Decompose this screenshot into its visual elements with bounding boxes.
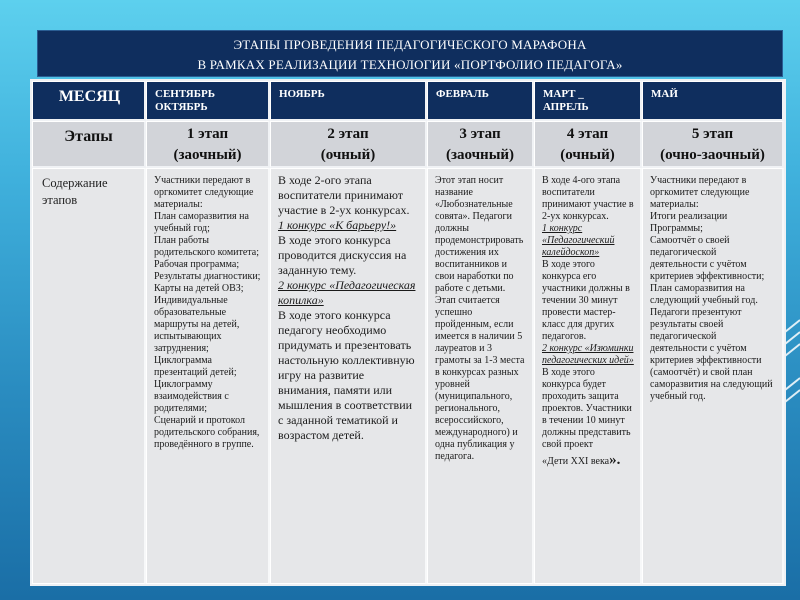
content-text: В ходе 4-ого этапа воспитатели принимают участие в 2-ух конкурсах. (542, 175, 634, 222)
month-label: МЕСЯЦ (58, 88, 121, 105)
month-text: НОЯБРЬ (279, 88, 325, 100)
content-cell-1 (146, 168, 270, 584)
stage-label: Этапы (64, 128, 113, 145)
content-text: Участники передают в оргкомитет следующие материалы: (154, 175, 254, 210)
marathon-stages-table (30, 79, 786, 586)
content-text: В ходе этого конкурса его участники должны в течении 30 минут провести мастер-класс для других педагогов. (542, 259, 630, 342)
content-text: В ходе этого конкурса проводится дискуссия на заданную тему. (278, 233, 407, 277)
content-text: Педагоги презентуют результаты своей педагогической деятельности с учётом критериев эффективности (самоотчёт) и свой план саморазвития на следующий учебный год. (650, 307, 773, 402)
stage-name: 2 этап (327, 126, 369, 142)
content-text: Сценарий и протокол родительского собрания, проведённого в группе. (154, 415, 260, 450)
contest-title: 1 конкурс «Педагогический калейдоскоп» (542, 223, 615, 258)
month-header-row (32, 81, 784, 121)
stage-type: (очный) (320, 147, 376, 163)
content-text: В ходе этого конкурса будет проходить защита проектов. Участники в течении 10 минут должны представить свой проект (542, 367, 632, 450)
project-name-end: ». (609, 452, 621, 468)
stage-type: (очно-заочный) (660, 147, 765, 163)
month-text: АПРЕЛЬ (543, 101, 589, 113)
month-text: МАЙ (651, 88, 678, 100)
content-text: Результаты диагностики; (154, 271, 261, 282)
content-text: Итоги реализации Программы; (650, 211, 728, 234)
stage-type: (заочный) (445, 147, 515, 163)
stage-label-cell (32, 121, 146, 168)
content-text: Карты на детей ОВЗ; (154, 283, 244, 294)
stage-name: 4 этап (566, 126, 609, 142)
content-cell-2 (270, 168, 427, 584)
title-line-1: ЭТАПЫ ПРОВЕДЕНИЯ ПЕДАГОГИЧЕСКОГО МАРАФОНА (233, 37, 587, 52)
content-text: В ходе 2-ого этапа воспитатели принимают участие в 2-ух конкурсах. (278, 173, 410, 217)
stage-type: (заочный) (173, 147, 242, 163)
stage-name: 3 этап (459, 126, 501, 142)
stage-name: 1 этап (186, 126, 229, 142)
content-text: Рабочая программа; (154, 259, 240, 270)
content-text: Участники передают в оргкомитет следующие материалы: (650, 175, 750, 210)
month-cell-3 (427, 81, 534, 121)
stage-row (32, 121, 784, 168)
content-label-cell (32, 168, 146, 584)
content-text: Циклограмму взаимодействия с родителями; (154, 379, 229, 414)
content-text: Циклограмма презентаций детей; (154, 355, 237, 378)
content-label: Содержание (42, 176, 108, 190)
content-text: План работы родительского комитета; (154, 235, 260, 258)
content-text: План саморазвития на учебный год; (154, 211, 249, 234)
project-name: «Дети XXI века (542, 456, 610, 467)
stage-cell-4 (534, 121, 642, 168)
content-cell-4 (534, 168, 642, 584)
contest-title: 2 конкурс «Педагогическая копилка» (278, 278, 416, 307)
month-cell-2 (270, 81, 427, 121)
month-text: МАРТ _ (543, 88, 584, 100)
content-text: План саморазвития на следующий учебный год. (650, 283, 758, 306)
month-cell-4 (534, 81, 642, 121)
month-cell-1 (146, 81, 270, 121)
title-line-2: В РАМКАХ РЕАЛИЗАЦИИ ТЕХНОЛОГИИ «ПОРТФОЛИО ПЕДАГОГА» (197, 57, 623, 72)
content-text: Индивидуальные образовательные маршруты на детей, испытывающих затруднения; (154, 295, 240, 354)
stage-cell-1 (146, 121, 270, 168)
content-cell-5 (642, 168, 784, 584)
content-cell-3 (427, 168, 534, 584)
stage-name: 5 этап (691, 126, 734, 142)
stage-cell-3 (427, 121, 534, 168)
content-text: В ходе этого конкурса педагогу необходимо придумать и презентовать настольную коллективную игру на развитие внимания, памяти или мышления в соответствии с заданной тематикой и возрастом детей. (278, 308, 415, 442)
page-title (37, 30, 783, 77)
content-text: Самоотчёт о своей педагогической деятельности с учётом критериев эффективности; (650, 235, 765, 282)
stage-cell-2 (270, 121, 427, 168)
contest-title: 2 конкурс «Изюминки педагогических идей» (542, 343, 634, 366)
month-text: СЕНТЯБРЬ (155, 88, 215, 100)
month-cell-5 (642, 81, 784, 121)
stage-type: (очный) (560, 147, 615, 163)
contest-title: 1 конкурс «К барьеру!» (278, 218, 397, 232)
content-text: Этот этап носит название «Любознательные совята». Педагоги должны продемонстрировать достижения их воспитанников и свои наработки по работе с детьми. Этап считается успешно пройденным, если имеется в наличии 5 лауреатов и 3 грамоты за 1-3 места в конкурсах разных уровней (муниципального, регионального, всероссийского, международного) и одна публикация у педагога. (435, 175, 525, 462)
stage-cell-5 (642, 121, 784, 168)
month-text: ФЕВРАЛЬ (436, 88, 489, 100)
month-text: ОКТЯБРЬ (155, 101, 208, 113)
content-label: этапов (42, 193, 78, 207)
month-label-cell (32, 81, 146, 121)
content-row (32, 168, 784, 584)
